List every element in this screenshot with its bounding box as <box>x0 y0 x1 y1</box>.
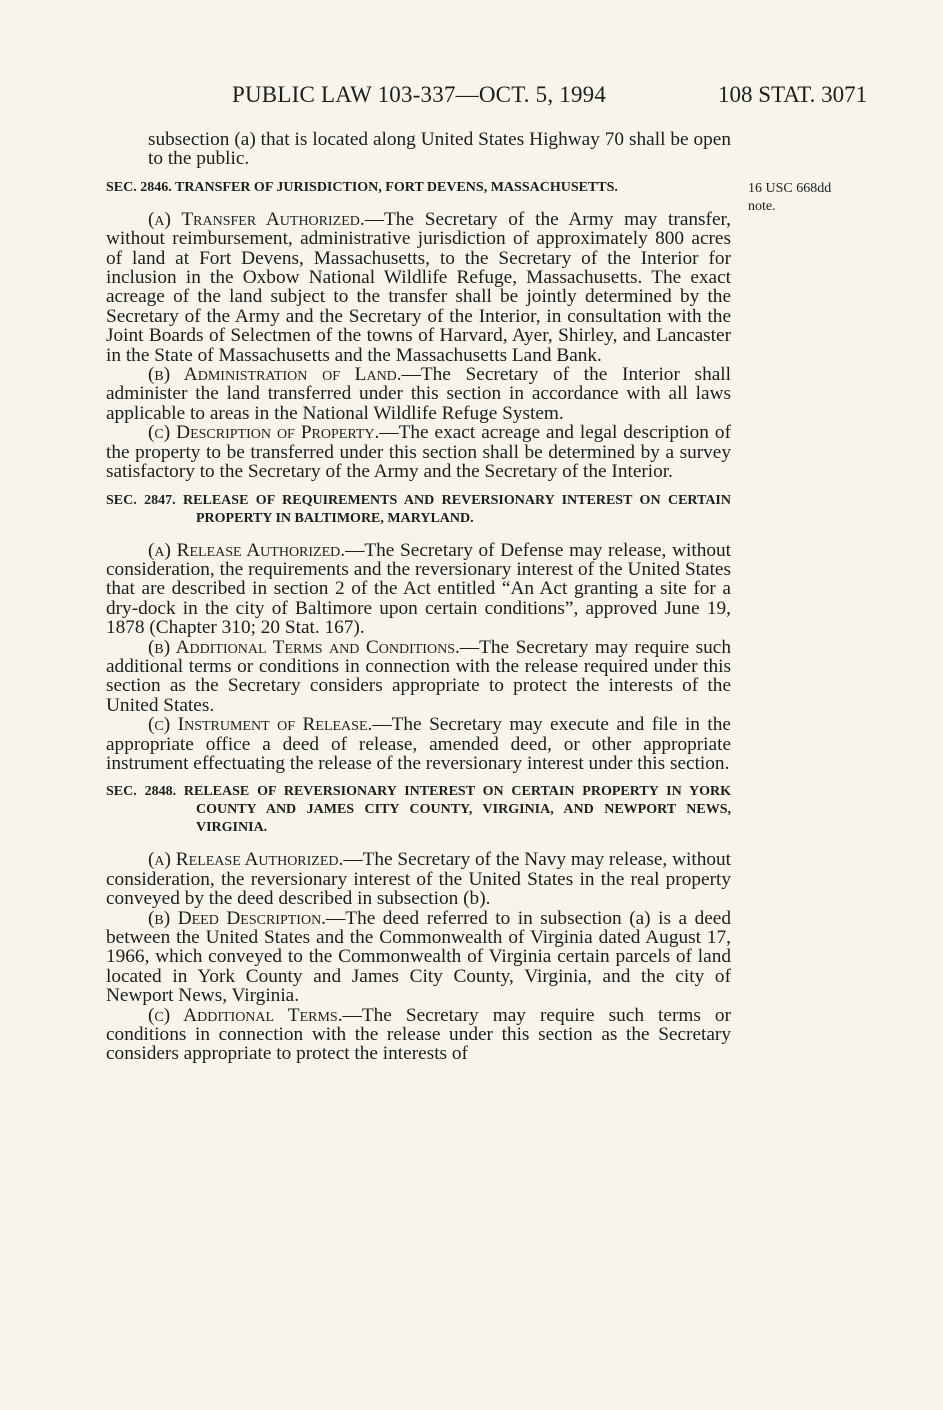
section-heading-2848: SEC. 2848. RELEASE OF REVERSIONARY INTEREST ON CERTAIN PROPERTY IN YORK COUNTY AND JAMES CITY COUNTY, VIRGINIA, AND NEWPORT NEWS, VIRGINIA. <box>106 784 731 836</box>
paragraph-text: —The Secretary of the Navy may release, without consideration, the reversionary interest of the United States in the real property conveyed by the deed described in subsection (b). <box>106 849 731 910</box>
paragraph-label: (a) Release Authorized. <box>148 539 346 561</box>
paragraph-label: (a) Release Authorized. <box>148 849 344 871</box>
paragraph <box>106 1006 731 1064</box>
paragraph <box>106 365 731 423</box>
margin-note <box>748 180 831 216</box>
section-heading-2847: SEC. 2847. RELEASE OF REQUIREMENTS AND REVERSIONARY INTEREST ON CERTAIN PROPERTY IN BALTIMORE, MARYLAND. <box>106 492 731 526</box>
paragraph <box>106 850 731 908</box>
paragraph-label: (b) Administration of Land. <box>148 364 402 386</box>
paragraph-label: (c) Instrument of Release. <box>148 714 373 736</box>
paragraph-text: —The Secretary of Defense may release, without consideration, the requirements and the reversionary interest of the United States that are described in section 2 of the Act entitled “An Act granting a site for a dry-dock in the city of Baltimore upon certain conditions”, approved June 19, 1878 (Chapter 310; 20 Stat. 167). <box>106 539 731 639</box>
page-header <box>0 82 943 112</box>
margin-note-citation: 16 USC 668dd <box>748 181 832 196</box>
paragraph-text: —The Secretary may require such terms or conditions in connection with the release under this section as the Secretary considers appropriate to protect the interests of <box>106 1004 731 1065</box>
paragraph-text: —The Secretary of the Interior shall administer the land transferred under this section in accordance with all laws applicable to areas in the National Wildlife Refuge System. <box>106 364 731 424</box>
continued-paragraph: subsection (a) that is located along United States Highway 70 shall be open to the public. <box>148 129 731 170</box>
paragraph-label: (b) Additional Terms and Conditions. <box>148 636 460 658</box>
paragraph <box>106 541 731 638</box>
paragraph-text: —The Secretary may require such additional terms or conditions in connection with the release required under this section as the Secretary considers appropriate to protect the interests of the United States. <box>106 636 731 716</box>
paragraph-label: (b) Deed Description. <box>148 907 327 929</box>
document-body <box>106 130 731 1064</box>
margin-note-label: note. <box>748 199 776 214</box>
paragraph <box>106 909 731 1006</box>
paragraph-text: —The Secretary may execute and file in the appropriate office a deed of release, amended deed, or other appropriate instrument effectuating the release of the reversionary interest under this section. <box>106 714 731 774</box>
page-title: PUBLIC LAW 103-337—OCT. 5, 1994 <box>232 82 607 107</box>
paragraph-text: —The exact acreage and legal description of the property to be transferred under this section shall be determined by a survey satisfactory to the Secretary of the Army and the Secretary of the Interior. <box>106 422 731 483</box>
paragraph-label: (c) Additional Terms. <box>148 1004 343 1026</box>
paragraph-text: —The Secretary of the Army may transfer, without reimbursement, administrative jurisdiction of approximately 800 acres of land at Fort Devens, Massachusetts, to the Secretary of the Interior for inclusion in the Oxbow National Wildlife Refuge, Massachusetts. The exact acreage of the land subject to the transfer shall be jointly determined by the Secretary of the Army and the Secretary of the Interior, in consultation with the Joint Boards of Selectmen of the towns of Harvard, Ayer, Shirley, and Lancaster in the State of Massachusetts and the Massachusetts Land Bank. <box>106 208 731 366</box>
paragraph-label: (c) Description of Property. <box>148 422 380 444</box>
stat-page-number: 108 STAT. 3071 <box>718 82 868 107</box>
paragraph <box>106 423 731 481</box>
paragraph <box>106 210 731 365</box>
paragraph-label: (a) Transfer Authorized. <box>148 208 365 230</box>
paragraph <box>106 638 731 716</box>
paragraph <box>106 715 731 773</box>
paragraph-text: —The deed referred to in subsection (a) is a deed between the United States and the Commonwealth of Virginia dated August 17, 1966, which conveyed to the Commonwealth of Virginia certain parcels of land located in York County and James City County, Virginia, and the city of Newport News, Virginia. <box>106 907 731 1007</box>
section-heading-2846: SEC. 2846. TRANSFER OF JURISDICTION, FORT DEVENS, MASSACHUSETTS. <box>106 179 618 195</box>
